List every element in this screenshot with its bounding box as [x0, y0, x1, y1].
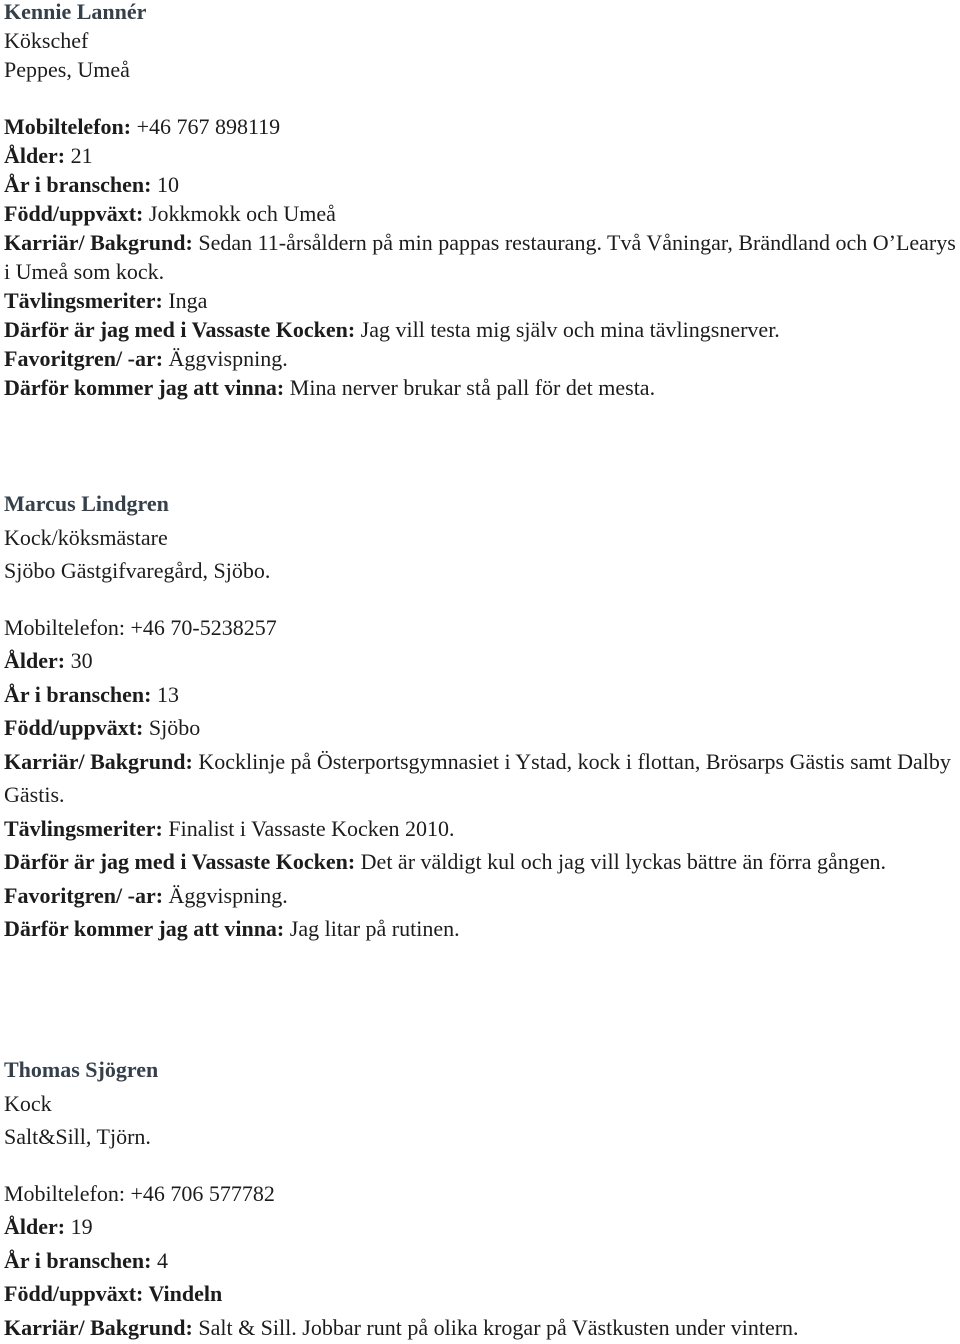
years-row [4, 170, 956, 199]
career-value: Kocklinje på Österportsgymnasiet i Ystad, kock i flottan, Brösarps Gästis samt Dalby Gästis. [4, 749, 951, 808]
profile-marcus-lindgren [4, 487, 956, 946]
career-value: Sedan 11-årsåldern på min pappas restaurang. Två Våningar, Brändland och O’Learys i Umeå som kock. [4, 230, 956, 284]
career-row [4, 228, 956, 286]
born-value: Jokkmokk och Umeå [149, 201, 336, 226]
fav-row [4, 344, 956, 373]
why-label: Därför är jag med i Vassaste Kocken: [4, 317, 355, 342]
why-value: Jag vill testa mig själv och mina tävlingsnerver. [361, 317, 780, 342]
profile-workplace: Sjöbo Gästgifvaregård, Sjöbo. [4, 554, 956, 588]
career-value: Salt & Sill. Jobbar runt på olika krogar på Västkusten under vintern. [198, 1315, 798, 1340]
merits-row [4, 286, 956, 315]
years-value: 13 [157, 682, 179, 707]
phone-row [4, 112, 956, 141]
phone-value: +46 767 898119 [137, 114, 281, 139]
career-label: Karriär/ Bakgrund: [4, 230, 193, 255]
fav-value: Äggvispning. [169, 883, 288, 908]
born-row [4, 199, 956, 228]
merits-label: Tävlingsmeriter: [4, 288, 163, 313]
years-label: År i branschen: [4, 682, 152, 707]
age-value: 21 [71, 143, 93, 168]
why-label: Därför är jag med i Vassaste Kocken: [4, 849, 355, 874]
years-value: 4 [157, 1248, 168, 1273]
win-value: Jag litar på rutinen. [290, 916, 460, 941]
fav-value: Äggvispning. [169, 346, 288, 371]
win-label: Därför kommer jag att vinna: [4, 375, 284, 400]
phone-row: Mobiltelefon: +46 706 577782 [4, 1177, 956, 1211]
age-label: Ålder: [4, 143, 65, 168]
fav-label: Favoritgren/ -ar: [4, 883, 163, 908]
years-row [4, 678, 956, 712]
merits-value: Finalist i Vassaste Kocken 2010. [168, 816, 454, 841]
why-row [4, 845, 956, 879]
phone-row: Mobiltelefon: +46 70-5238257 [4, 611, 956, 645]
why-row [4, 315, 956, 344]
merits-label: Tävlingsmeriter: [4, 816, 163, 841]
born-row: Född/uppväxt: Vindeln [4, 1277, 956, 1311]
career-row [4, 1311, 956, 1344]
age-value: 19 [71, 1214, 93, 1239]
profile-title: Kökschef [4, 26, 956, 55]
profile-thomas-sjogren [4, 1053, 956, 1344]
fav-label: Favoritgren/ -ar: [4, 346, 163, 371]
profile-workplace: Salt&Sill, Tjörn. [4, 1120, 956, 1154]
career-row [4, 745, 956, 812]
profile-name: Kennie Lannér [4, 0, 956, 26]
years-label: År i branschen: [4, 1248, 152, 1273]
age-row [4, 644, 956, 678]
win-row [4, 912, 956, 946]
born-value: Sjöbo [149, 715, 200, 740]
merits-row [4, 812, 956, 846]
age-label: Ålder: [4, 1214, 65, 1239]
profile-kennie-lanner [4, 0, 956, 402]
age-row [4, 1210, 956, 1244]
win-row [4, 373, 956, 402]
age-row [4, 141, 956, 170]
win-label: Därför kommer jag att vinna: [4, 916, 284, 941]
years-label: År i branschen: [4, 172, 152, 197]
profile-name: Thomas Sjögren [4, 1053, 956, 1087]
career-label: Karriär/ Bakgrund: [4, 1315, 193, 1340]
born-row [4, 711, 956, 745]
career-label: Karriär/ Bakgrund: [4, 749, 193, 774]
born-label: Född/uppväxt: [4, 715, 143, 740]
age-value: 30 [71, 648, 93, 673]
profile-name: Marcus Lindgren [4, 487, 956, 521]
profile-workplace: Peppes, Umeå [4, 55, 956, 84]
born-label: Född/uppväxt: [4, 201, 143, 226]
profile-title: Kock/köksmästare [4, 521, 956, 555]
age-label: Ålder: [4, 648, 65, 673]
years-value: 10 [157, 172, 179, 197]
years-row [4, 1244, 956, 1278]
fav-row [4, 879, 956, 913]
merits-value: Inga [168, 288, 207, 313]
profile-title: Kock [4, 1087, 956, 1121]
phone-label: Mobiltelefon: [4, 114, 131, 139]
why-value: Det är väldigt kul och jag vill lyckas bättre än förra gången. [361, 849, 886, 874]
win-value: Mina nerver brukar stå pall för det mesta. [290, 375, 655, 400]
